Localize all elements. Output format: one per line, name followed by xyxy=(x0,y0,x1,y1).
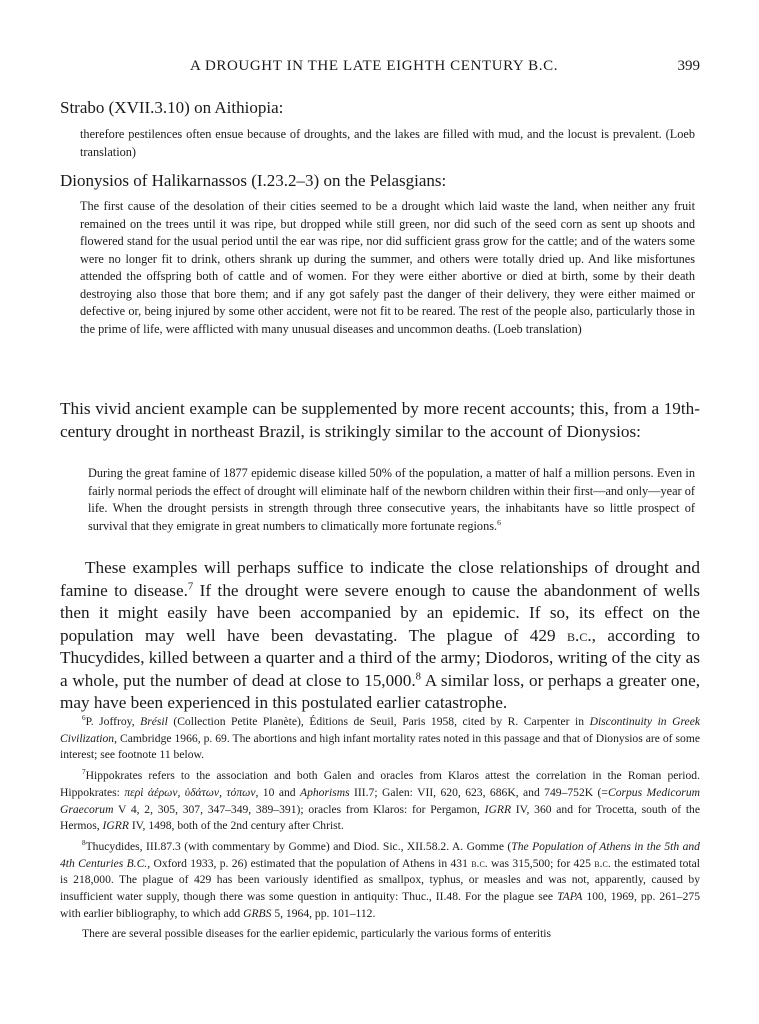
footnote-title: TAPA xyxy=(557,890,583,904)
page-number: 399 xyxy=(677,58,700,74)
main-paragraph-part1: These examples will perhaps suffice to indicate the close relationships of drought and famine to disease. xyxy=(60,558,700,600)
footnote-text: IV, 360 and for Trocetta, south of the Hermos, xyxy=(60,802,700,833)
footnote-ref-7: 7 xyxy=(187,580,194,592)
main-paragraph-part4: A similar loss, or perhaps a greater one, may have been experienced in this postulated earlier catastrophe. xyxy=(60,670,700,712)
footnote-7 xyxy=(60,768,700,835)
footnote-title: Aphorisms xyxy=(300,785,350,799)
footnote-ref-8: 8 xyxy=(415,670,421,682)
footnote-text: III.7; Galen: VII, 620, 623, 686K, and 749–752K (= xyxy=(349,785,608,799)
main-paragraph-part2: If the drought were severe enough to cause the abandonment of wells then it might easily have been accompanied by an epidemic. If so, its effect on the population may well have been devastating. The plague of 429 xyxy=(60,580,700,645)
footnote-text: 100, 1969, pp. 261–275 with earlier bibliography, to which add xyxy=(60,890,700,920)
footnote-text: , Oxford 1933, p. 26) estimated that the population of Athens in 431 xyxy=(147,856,472,870)
footnote-title: περὶ ἀέρων, ὑδάτων, τόπων xyxy=(124,785,256,799)
footnote-text: 5, 1964, pp. 101–112. xyxy=(271,906,376,920)
footnote-text: (Collection Petite Planète), Éditions de Seuil, Paris 1958, cited by R. Carpenter in xyxy=(167,715,590,728)
footnote-title: GRBS xyxy=(243,906,272,920)
footnote-text: IV, 1498, both of the 2nd century after Christ. xyxy=(128,819,344,833)
footnotes xyxy=(60,714,700,947)
footnote-text: was 315,500; for 425 xyxy=(487,856,595,870)
footnote-title: The Population of Athens in the 5th and 4th Centuries B.C. xyxy=(60,839,700,870)
footnote-text: P. Joffroy, xyxy=(85,715,141,728)
footnote-text: V 4, 2, 305, 307, 347–349, 389–391); oracles from Klaros: for Pergamon, xyxy=(113,802,485,816)
footnote-title: Corpus Medicorum Graecorum xyxy=(60,785,700,816)
footnote-number: 8 xyxy=(82,839,86,848)
footnote-ref-6: 6 xyxy=(497,517,501,527)
running-header xyxy=(60,58,700,80)
footnote-title: Brésil xyxy=(140,715,168,728)
footnote-title: Discontinuity in Greek Civilization xyxy=(60,715,700,745)
strabo-quote: therefore pestilences often ensue because of droughts, and the lakes are filled with mud, and the locust is prevalent. (Loeb translation) xyxy=(80,127,695,159)
brazil-quote-text: During the great famine of 1877 epidemic disease killed 50% of the population, a matter of half a million persons. Even in fairly normal periods the effect of drought will eliminate half of the newborn children within their first—and only—year of life. When the drought persists in strength through three consecutive years, the inhabitants have so little prospect of survival that they emigrate in great numbers to climatically more fortunate regions. xyxy=(88,466,695,533)
footnote-number: 6 xyxy=(82,714,86,723)
footnote-text: , 10 and xyxy=(255,785,300,799)
strabo-section xyxy=(60,97,700,119)
footnote-number: 7 xyxy=(82,768,86,777)
era-abbrev: b.c. xyxy=(594,856,611,870)
brazil-quote xyxy=(88,465,695,535)
footnote-8 xyxy=(60,839,700,923)
dionysios-section xyxy=(60,170,700,192)
footnote-continuation: There are several possible diseases for the earlier epidemic, particularly the various forms of enteritis xyxy=(82,927,552,941)
footnote-6 xyxy=(60,714,700,764)
footnote-text: Thucydides, III.87.3 (with commentary by Gomme) and Diod. Sic., XII.58.2. A. Gomme ( xyxy=(85,839,512,853)
main-paragraph-part3: , according to Thucydides, killed between a quarter and a third of the army; Diodoros, writing of the city as a whole, put the number of dead at close to 15,000. xyxy=(60,625,700,690)
running-title: A DROUGHT IN THE LATE EIGHTH CENTURY B.C. xyxy=(190,58,559,74)
footnote-text: the estimated total is 218,000. The plague of 429 has been variously identified as smallpox, typhus, or measles and was not, apparently, caused by insufficient water supply, though there was some question in antiquity: Thuc., II.48. For the plague see xyxy=(60,856,700,904)
footnote-text: Hippokrates refers to the association and both Galen and oracles from Klaros attest the correlation in the Roman period. Hippokrates: xyxy=(60,769,700,799)
intro-paragraph: This vivid ancient example can be supplemented by more recent accounts; this, from a 19th-century drought in northeast Brazil, is strikingly similar to the account of Dionysios: xyxy=(60,399,700,441)
dionysios-quote: The first cause of the desolation of their cities seemed to be a drought which laid waste the land, when neither any fruit remained on the trees until it was ripe, but dropped while still green, nor did such of the seed corn as sent up shoots and flowered stand for the usual period until the ear was ripe, nor did sufficient grass grow for the cattle; and of the waters some were no longer fit to drink, others shrank up during the summer, and others were totally dried up. And like misfortunes attended the offspring both of cattle and of women. For they were either abortive or died at birth, some by their death destroying also those that bore them; and if any got safely past the danger of their delivery, they were either maimed or defective or, being injured by some other accident, were not fit to be reared. The rest of the people also, particularly those in the prime of life, were afflicted with many unusual diseases and uncommon deaths. (Loeb translation) xyxy=(80,199,695,336)
footnote-title: IGRR xyxy=(102,819,129,833)
dionysios-heading: Dionysios of Halikarnassos (I.23.2–3) on the Pelasgians: xyxy=(60,171,447,190)
main-paragraph xyxy=(60,557,700,715)
era-abbrev: b.c. xyxy=(567,625,592,645)
footnote-title: IGRR xyxy=(484,802,512,816)
footnote-text: , Cambridge 1966, p. 69. The abortions and high infant mortality rates noted in this passage and that of Dionysios are of some interest; see footnote 11 below. xyxy=(60,731,700,762)
strabo-heading: Strabo (XVII.3.10) on Aithiopia: xyxy=(60,98,284,117)
era-abbrev: b.c. xyxy=(471,856,488,870)
